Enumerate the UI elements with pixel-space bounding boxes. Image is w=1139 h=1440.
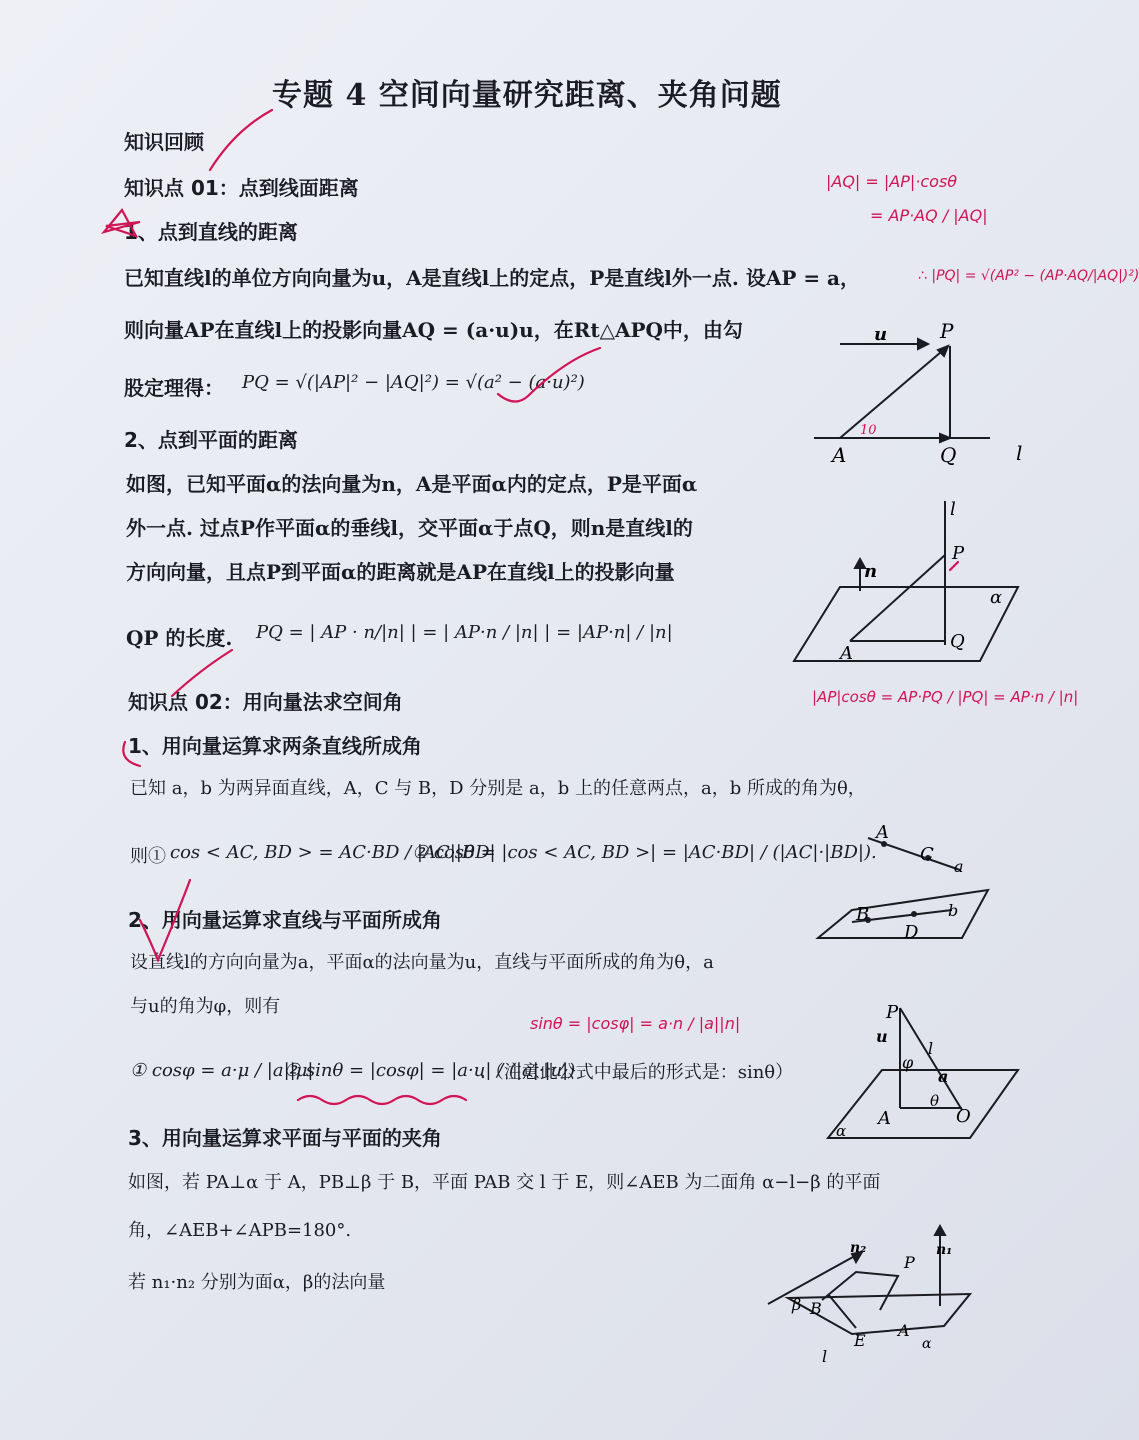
label-a-line: a	[954, 857, 964, 876]
label-o: O	[956, 1106, 971, 1127]
label-d: D	[904, 922, 919, 943]
label-a-point: A	[876, 822, 889, 843]
label-l: l	[822, 1347, 828, 1366]
point-plane-formula: PQ = | AP · n/|n| | = | AP·n / |n| | = |AP·n| / |n|	[256, 622, 673, 643]
kp2-heading: 知识点 02：用向量法求空间角	[128, 690, 403, 714]
label-l: l	[950, 499, 956, 520]
checkmark-pythagoras	[498, 348, 600, 402]
quad-pab	[822, 1272, 898, 1310]
segment-ap	[840, 346, 948, 438]
checkmark-kp2	[172, 650, 232, 696]
kp1-s2-line2: 外一点. 过点P作平面α的垂线l，交平面α于点Q，则n是直线l的	[126, 516, 693, 540]
kp1-s1-line1: 已知直线l的单位方向向量为u，A是直线l上的定点，P是直线l外一点. 设AP = a，	[124, 266, 861, 290]
kp1-s2-line4: QP 的长度.	[126, 626, 233, 650]
kp2-s3-line1: 如图，若 PA⊥α 于 A，PB⊥β 于 B，平面 PAB 交 l 于 E，则∠AEB 为二面角 α−l−β 的平面	[128, 1172, 881, 1193]
figure-point-line	[800, 310, 1040, 470]
handwritten-note-3: ∴ |PQ| = √(AP² − (AP·AQ/|AQ|)²)	[918, 268, 1139, 284]
handwritten-note-5: sinθ = |cosφ| = a·n / |a||n|	[530, 1014, 741, 1033]
kp2-s1-heading: 1、用向量运算求两条直线所成角	[128, 734, 422, 758]
label-beta: β	[792, 1295, 802, 1314]
label-q: Q	[940, 443, 957, 467]
label-a: A	[840, 643, 853, 664]
label-p: P	[952, 543, 965, 564]
kp2-s2-heading: 2、用向量运算求直线与平面所成角	[128, 908, 442, 932]
figure-point-plane	[790, 495, 1030, 675]
star-mark	[104, 210, 140, 236]
label-a: A	[832, 443, 847, 467]
kp2-s3-line2: 角，∠AEB+∠APB=180°.	[128, 1220, 352, 1241]
kp2-s3-heading: 3、用向量运算求平面与平面的夹角	[128, 1126, 442, 1150]
kp1-s1-line2: 则向量AP在直线l上的投影向量AQ = (a·u)u，在Rt△APQ中，由勾	[124, 318, 743, 342]
line-plane-formula-1: ① cosφ = a·μ / |a||μ|	[130, 1060, 314, 1081]
kp1-s1-line3: 股定理得：	[124, 376, 224, 400]
section-review: 知识回顾	[124, 130, 204, 154]
pq-formula: PQ = √(|AP|² − |AQ|²) = √(a² − (a·u)²)	[242, 372, 585, 393]
handwritten-note-1: |AQ| = |AP|·cosθ	[826, 172, 958, 191]
label-alpha: α	[922, 1336, 932, 1352]
handwritten-note-2: = AP·AQ / |AQ|	[870, 206, 988, 225]
label-n1: n₁	[936, 1242, 953, 1258]
label-l: l	[928, 1039, 934, 1058]
label-n: n	[864, 561, 878, 582]
plane-alpha	[794, 587, 1018, 661]
label-a-dir: a	[938, 1067, 949, 1086]
kp1-heading: 知识点 01：点到线面距离	[124, 176, 359, 200]
lines-cos-formula-1: cos < AC, BD > = AC·BD / |AC||BD|	[170, 842, 496, 863]
label-q: Q	[950, 631, 965, 652]
page-title: 专题 4 空间向量研究距离、夹角问题	[272, 78, 782, 113]
label-u: u	[876, 1027, 888, 1046]
figure-dihedral	[762, 1218, 1002, 1368]
label-b-point: B	[856, 904, 870, 925]
lines-cos-formula-2: ② cosθ = |cos < AC, BD >| = |AC·BD| / (|AC|·|BD|).	[412, 842, 877, 863]
line-plane-formula-2: ② sinθ = |cosφ| = |a·u| / (|a|·|u|)	[284, 1060, 576, 1081]
label-phi: φ	[902, 1053, 914, 1072]
label-p: P	[940, 319, 954, 343]
label-n2: n₂	[850, 1240, 867, 1256]
checkmark-review	[210, 110, 272, 170]
plane-figure-3	[818, 890, 988, 938]
kp2-s1-prefix: 则①	[130, 846, 166, 867]
label-b: B	[810, 1299, 822, 1318]
wavy-underline	[298, 1096, 466, 1104]
kp1-s1-heading: 1、点到直线的距离	[124, 220, 298, 244]
handwritten-note-4: |AP|cosθ = AP·PQ / |PQ| = AP·n / |n|	[812, 688, 1079, 706]
kp1-s2-heading: 2、点到平面的距离	[124, 428, 298, 452]
figure-line-plane	[822, 1000, 1032, 1150]
label-c: C	[920, 844, 934, 865]
label-theta: θ	[930, 1092, 940, 1110]
label-p: P	[886, 1002, 899, 1023]
label-alpha: α	[836, 1122, 847, 1140]
label-e: E	[854, 1331, 866, 1350]
label-l: l	[1016, 441, 1023, 465]
kp2-s2-line1: 设直线l的方向向量为a，平面α的法向量为u，直线与平面所成的角为θ，a	[130, 952, 714, 973]
bracket-mark	[123, 742, 140, 766]
label-b-line: b	[948, 901, 959, 920]
label-p: P	[904, 1253, 915, 1272]
label-angle-10: 10	[860, 423, 877, 438]
line-plane-note: .（注意此公式中最后的形式是：sinθ）	[480, 1062, 794, 1083]
kp2-s2-line2: 与u的角为φ，则有	[130, 996, 281, 1017]
plane-figure-4	[828, 1070, 1018, 1138]
label-a: A	[898, 1321, 910, 1340]
figure-skew-lines	[812, 820, 1002, 950]
kp1-s2-line1: 如图，已知平面α的法向量为n，A是平面α内的定点，P是平面α	[126, 472, 698, 496]
checkmark-s2	[140, 880, 190, 960]
u-arrowhead	[918, 339, 928, 349]
kp2-s1-line1: 已知 a，b 为两异面直线，A，C 与 B，D 分别是 a，b 上的任意两点，a，b 所成的角为θ，	[130, 778, 866, 799]
label-a: A	[878, 1108, 891, 1129]
label-u: u	[874, 324, 888, 345]
kp1-s2-line3: 方向向量，且点P到平面α的距离就是AP在直线l上的投影向量	[126, 560, 675, 584]
kp2-s3-line3: 若 n₁·n₂ 分别为面α，β的法向量	[128, 1272, 386, 1293]
label-alpha: α	[990, 587, 1003, 608]
